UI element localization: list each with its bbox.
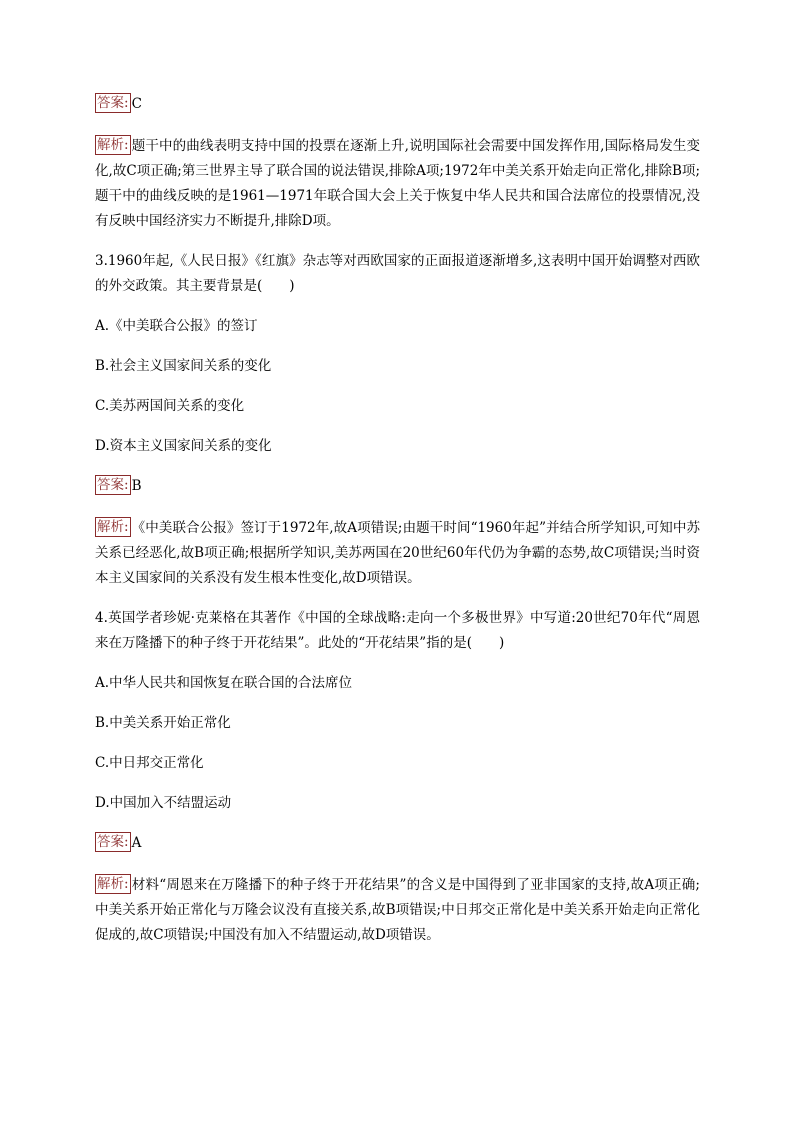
analysis-label: 解析: bbox=[97, 519, 129, 535]
q3-option-c: C.美苏两国间关系的变化 bbox=[95, 398, 245, 414]
analysis-label: 解析: bbox=[97, 137, 129, 153]
q2-analysis bbox=[95, 134, 700, 234]
q4-option-a: A.中华人民共和国恢复在联合国的合法席位 bbox=[95, 675, 353, 691]
answer-value: A bbox=[131, 835, 142, 851]
document-page bbox=[95, 92, 700, 948]
q4-option-c: C.中日邦交正常化 bbox=[95, 755, 204, 771]
q3-answer bbox=[95, 474, 700, 499]
q4-stem: 4.英国学者珍妮·克莱格在其著作《中国的全球战略:走向一个多极世界》中写道:20世纪70年代“周恩来在万隆播下的种子终于开花结果”。此处的“开花结果”指的是( ) bbox=[95, 610, 700, 651]
q2-answer bbox=[95, 92, 700, 117]
analysis-label: 解析: bbox=[97, 876, 129, 892]
analysis-text: 材料“周恩来在万隆播下的种子终于开花结果”的含义是中国得到了亚非国家的支持,故A项正确;中美关系开始正常化与万隆会议没有直接关系,故B项错误;中日邦交正常化是中美关系开始走向正常化促成的,故C项错误;中国没有加入不结盟运动,故D项错误。 bbox=[95, 877, 700, 943]
q3-option-b: B.社会主义国家间关系的变化 bbox=[95, 358, 272, 374]
answer-label: 答案: bbox=[97, 95, 129, 111]
q4-analysis bbox=[95, 873, 700, 948]
q3-analysis bbox=[95, 516, 700, 591]
answer-label: 答案: bbox=[97, 834, 129, 850]
q4-option-d: D.中国加入不结盟运动 bbox=[95, 795, 232, 811]
analysis-text: 《中美联合公报》签订于1972年,故A项错误;由题干时间“1960年起”并结合所学知识,可知中苏关系已经恶化,故B项正确;根据所学知识,美苏两国在20世纪60年代仍为争霸的态势,故C项错误;当时资本主义国家间的关系没有发生根本性变化,故D项错误。 bbox=[95, 520, 700, 586]
answer-value: C bbox=[131, 96, 142, 112]
q4-answer bbox=[95, 831, 700, 856]
analysis-text: 题干中的曲线表明支持中国的投票在逐渐上升,说明国际社会需要中国发挥作用,国际格局发生变化,故C项正确;第三世界主导了联合国的说法错误,排除A项;1972年中美关系开始走向正常化,排除B项;题干中的曲线反映的是1961—1971年联合国大会上关于恢复中华人民共和国合法席位的投票情况,没有反映中国经济实力不断提升,排除D项。 bbox=[95, 138, 700, 229]
q3-stem: 3.1960年起,《人民日报》《红旗》杂志等对西欧国家的正面报道逐渐增多,这表明中国开始调整对西欧的外交政策。其主要背景是( ) bbox=[95, 253, 700, 294]
q3-option-a: A.《中美联合公报》的签订 bbox=[95, 318, 258, 334]
q3-option-d: D.资本主义国家间关系的变化 bbox=[95, 438, 272, 454]
answer-label: 答案: bbox=[97, 477, 129, 493]
answer-value: B bbox=[131, 478, 142, 494]
q4-option-b: B.中美关系开始正常化 bbox=[95, 715, 231, 731]
